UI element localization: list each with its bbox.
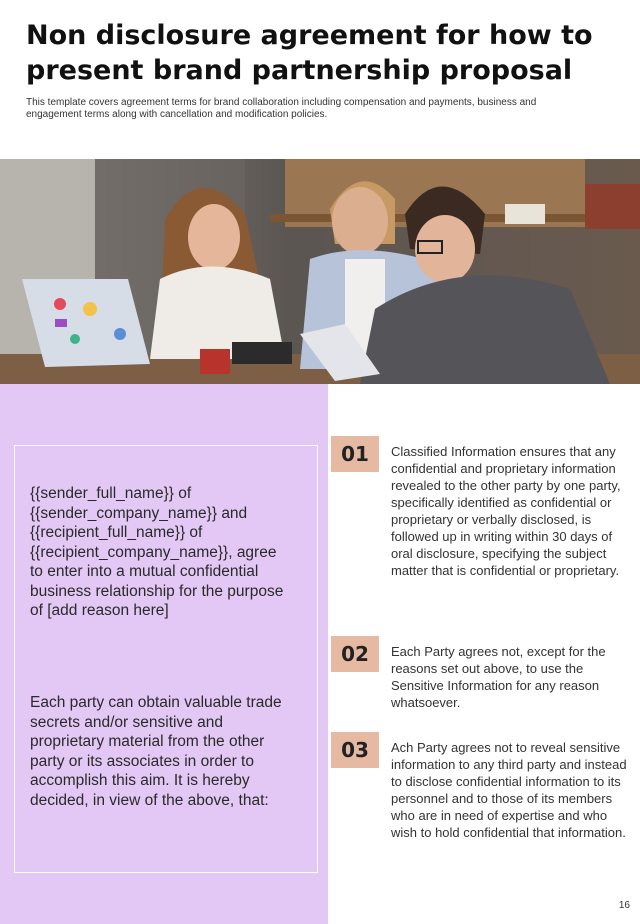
item-number-badge: 03 [331, 732, 379, 768]
item-number-badge: 01 [331, 436, 379, 472]
intro-paragraph: {{sender_full_name}} of {{sender_company_name}} and {{recipient_full_name}} of {{recipient_company_name}}, agree to enter into a mutual confidential business relationship for the purpose of [add reason here] [30, 485, 284, 619]
page-title: Non disclosure agreement for how to present brand partnership proposal [26, 20, 593, 86]
team-meeting-photo [0, 159, 640, 384]
page-number: 16 [618, 900, 630, 911]
page-subtitle: This template covers agreement terms for brand collaboration including compensation and payments, business and engagement terms along with cancellation and modification policies. [26, 97, 537, 120]
item-number-badge: 02 [331, 636, 379, 672]
item-text: Classified Information ensures that any confidential and proprietary information revealed to the other party by one party, specifically identified as confidential or proprietary or verbally disclosed, is followed up in writing within 30 days of oral disclosure, specifying the subject matter that is confidential or proprietary. [391, 444, 621, 578]
item-text: Ach Party agrees not to reveal sensitive information to any third party and instead to disclose confidential information to its personnel and to those of its members who are in need of expertise and who wish to hold confidential that information. [391, 740, 627, 840]
item-text: Each Party agrees not, except for the reasons set out above, to use the Sensitive Information for any reason whatsoever. [391, 644, 606, 710]
intro-paragraph-2: Each party can obtain valuable trade secrets and/or sensitive and proprietary material from the other party or its associates in order to accomplish this aim. It is hereby decided, in view of the above, that: [30, 694, 282, 809]
